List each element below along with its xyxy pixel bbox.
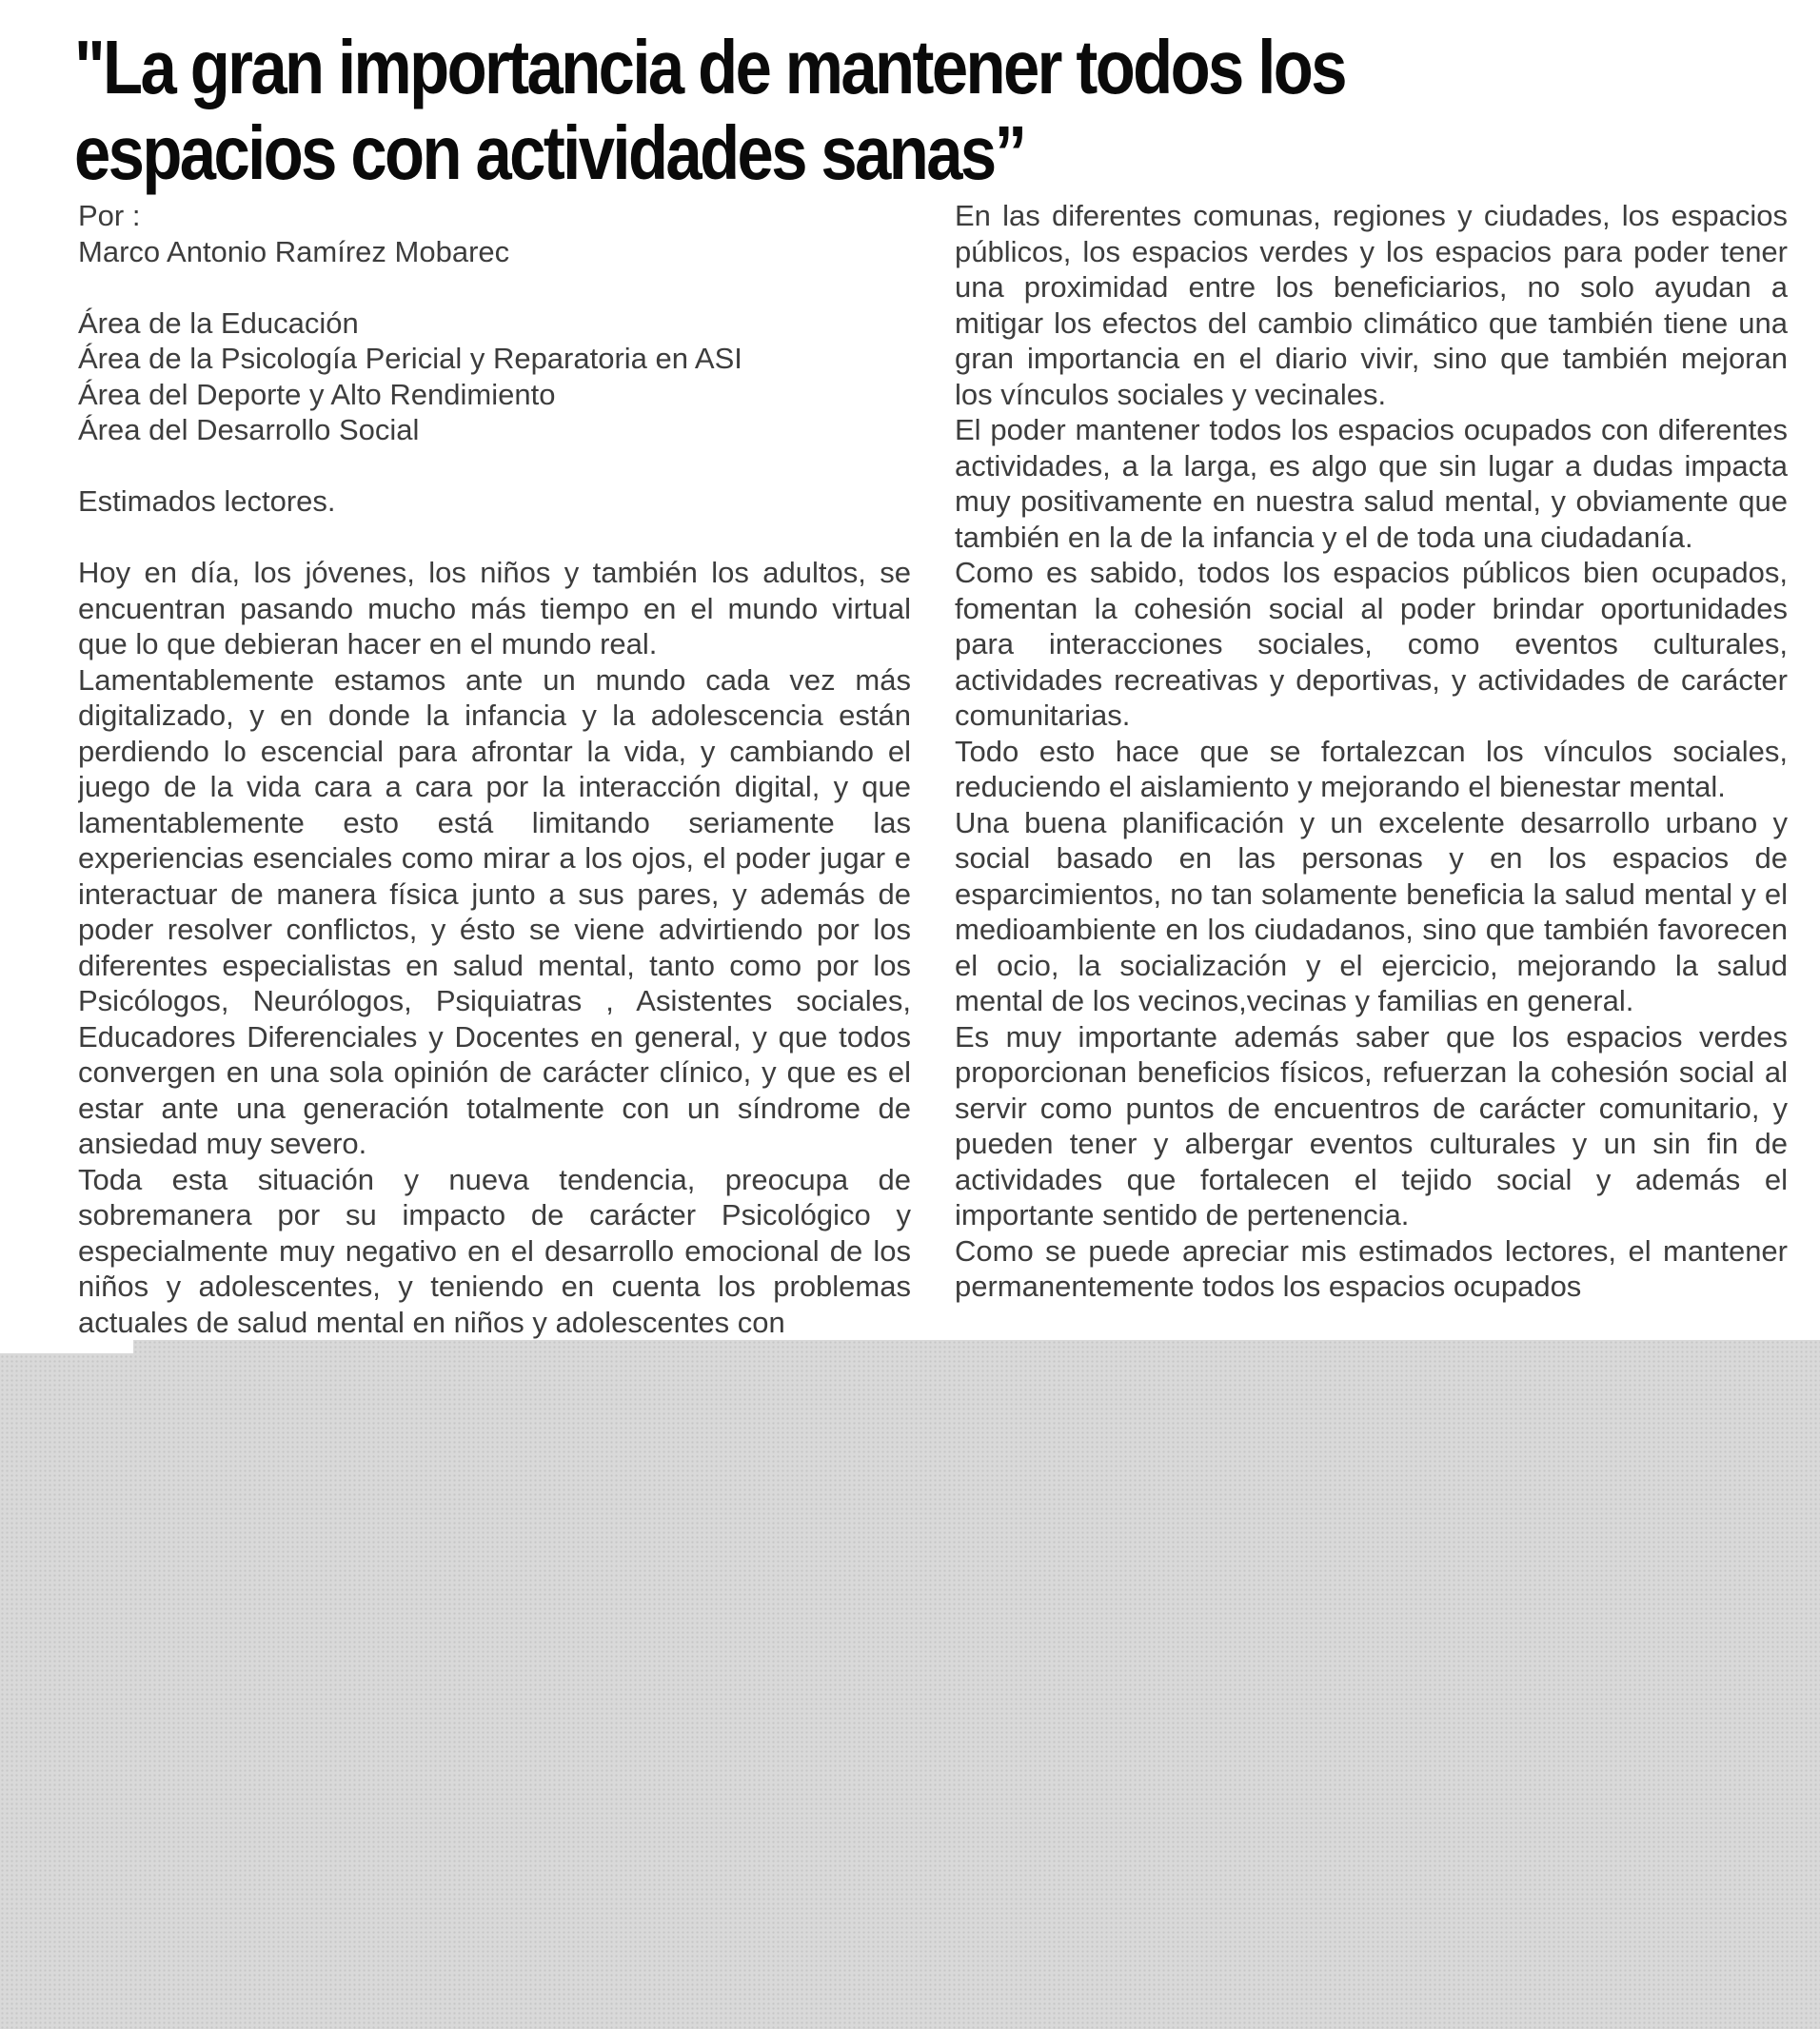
author-area: Área de la Psicología Pericial y Reparatoria en ASI — [78, 342, 742, 375]
overlay-notch — [0, 1340, 133, 1353]
spacer — [78, 520, 911, 556]
author-area: Área del Deporte y Alto Rendimiento — [78, 377, 556, 411]
author-area: Área del Desarrollo Social — [78, 413, 420, 446]
paragraph: Una buena planificación y un excelente desarrollo urbano y social basado en las personas y en los espacios de esparcimientos, no tan solamente beneficia la salud mental y el medioambiente en los ciudadanos, sino que también favorecen el ocio, la socialización y el ejercicio, mejorando la salud mental de los vecinos,vecinas y familias en general. — [955, 805, 1788, 1017]
greeting: Estimados lectores. — [78, 484, 336, 518]
paragraph: Toda esta situación y nueva tendencia, preocupa de sobremanera por su impacto de carácter Psicológico y especialmente muy negativo en el desarrollo emocional de los niños y adolescentes, y teniendo en cuenta los problemas actuales de salud mental en niños y adolescentes con — [78, 1162, 911, 1339]
paragraph: Lamentablemente estamos ante un mundo cada vez más digitalizado, y en donde la infancia y la adolescencia están perdiendo lo escencial para afrontar la vida, y cambiando el juego de la vida cara a cara por la interacción digital, y que lamentablemente esto está limitando seriamente las experiencias esenciales como mirar a los ojos, el poder jugar e interactuar de manera física junto a sus pares, y además de poder resolver conflictos, y ésto se viene advirtiendo por los diferentes especialistas en salud mental, tanto como por los Psicólogos, Neurólogos, Psiquiatras , Asistentes sociales, Educadores Diferenciales y Docentes en general, y que todos convergen en una sola opinión de carácter clínico, y que es el estar ante una generación totalmente con un síndrome de ansiedad muy severo. — [78, 662, 911, 1160]
article-left-column — [78, 198, 911, 1348]
paragraph: Como es sabido, todos los espacios públicos bien ocupados, fomentan la cohesión social al poder brindar oportunidades para interacciones sociales, como eventos culturales, actividades recreativas y deportivas, y actividades de carácter comunitarias. — [955, 556, 1788, 732]
paragraph: El poder mantener todos los espacios ocupados con diferentes actividades, a la larga, es algo que sin lugar a dudas impacta muy positivamente en nuestra salud mental, y obviamente que también en la de la infancia y el de toda una ciudadanía. — [955, 413, 1788, 554]
author-name: Marco Antonio Ramírez Mobarec — [78, 234, 510, 268]
paragraph: Todo esto hace que se fortalezcan los vínculos sociales, reduciendo el aislamiento y mejorando el bienestar mental. — [955, 734, 1788, 803]
paragraph: En las diferentes comunas, regiones y ciudades, los espacios públicos, los espacios verdes y los espacios para poder tener una proximidad entre los beneficiarios, no solo ayudan a mitigar los efectos del cambio climático que también tiene una gran importancia en el diario vivir, sino que también mejoran los vínculos sociales y vecinales. — [955, 199, 1788, 411]
article-title-line-1: "La gran importancia de mantener todos los — [74, 25, 1345, 109]
spacer — [78, 448, 911, 484]
halftone-overlay — [0, 1340, 1820, 2029]
spacer — [78, 269, 911, 305]
paragraph: Hoy en día, los jóvenes, los niños y también los adultos, se encuentran pasando mucho más tiempo en el mundo virtual que lo que debieran hacer en el mundo real. — [78, 556, 911, 660]
paragraph: Es muy importante además saber que los espacios verdes proporcionan beneficios físicos, refuerzan la cohesión social al servir como puntos de encuentros de carácter comunitario, y pueden tener y albergar eventos culturales y un sin fin de actividades que fortalecen el tejido social y además el importante sentido de pertenencia. — [955, 1019, 1788, 1231]
article-title-line-2: espacios con actividades sanas” — [74, 110, 1025, 195]
byline — [78, 198, 911, 555]
article-right-column — [955, 198, 1788, 1348]
author-area: Área de la Educación — [78, 305, 359, 340]
article-title — [74, 25, 1515, 196]
byline-label: Por : — [78, 199, 141, 232]
paragraph: Como se puede apreciar mis estimados lectores, el mantener permanentemente todos los espacios ocupados — [955, 1233, 1788, 1303]
